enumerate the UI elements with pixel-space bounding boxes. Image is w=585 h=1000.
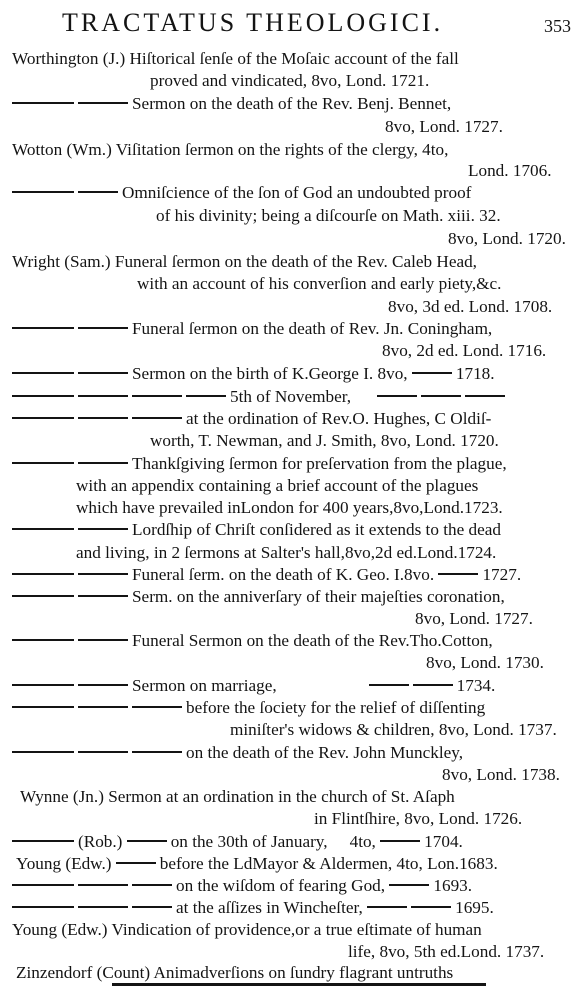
ditto-dash [12, 417, 74, 419]
entry-line: Sermon on marriage, 1734. [12, 675, 495, 697]
ditto-dash [12, 462, 74, 464]
entry-line: Sermon on the birth of K.George I. 8vo, 1718. [12, 363, 495, 385]
ditto-dash [78, 417, 128, 419]
entry-line: Worthington (J.) Hiſtorical ſenſe of the Moſaic account of the fall [12, 49, 459, 68]
ditto-dash [132, 417, 182, 419]
ditto-dash [380, 840, 420, 842]
ditto-dash [12, 327, 74, 329]
entry-line: Sermon on the death of the Rev. Benj. Bennet, [12, 93, 451, 115]
ditto-dash [12, 751, 74, 753]
ditto-dash [132, 706, 182, 708]
entry-line: at the aſſizes in Wincheſter, 1695. [12, 897, 494, 919]
ditto-dash [132, 395, 182, 397]
entry-line: of his divinity; being a diſcourſe on Math. xiii. 32. [156, 206, 501, 225]
entry-line: Wright (Sam.) Funeral ſermon on the death of the Rev. Caleb Head, [12, 252, 477, 271]
ditto-dash [389, 884, 429, 886]
entry-line: 8vo, 3d ed. Lond. 1708. [388, 297, 553, 316]
entry-line: 8vo, Lond. 1720. [448, 229, 566, 248]
entry-line: proved and vindicated, 8vo, Lond. 1721. [150, 71, 430, 90]
ditto-dash [377, 395, 417, 397]
ditto-dash [78, 884, 128, 886]
entry-line: Young (Edw.) before the LdMayor & Aldermen, 4to, Lon.1683. [16, 854, 498, 873]
entry-line: miniſter's widows & children, 8vo, Lond. 1737. [230, 720, 557, 739]
ditto-dash [132, 751, 182, 753]
entry-line: 8vo, 2d ed. Lond. 1716. [382, 341, 547, 360]
ditto-dash [127, 840, 167, 842]
ditto-dash [78, 372, 128, 374]
ditto-dash [12, 528, 74, 530]
entry-line: 5th of November, [12, 386, 509, 408]
ditto-dash [78, 327, 128, 329]
ditto-dash [12, 595, 74, 597]
entry-line: before the ſociety for the relief of diſſenting [12, 697, 485, 719]
ditto-dash [367, 906, 407, 908]
entry-line: on the death of the Rev. John Munckley, [12, 742, 463, 764]
ditto-dash [78, 102, 128, 104]
ditto-dash [78, 573, 128, 575]
entry-line: on the wiſdom of fearing God, 1693. [12, 875, 472, 897]
entry-line: at the ordination of Rev.O. Hughes, C Oldiſ- [12, 408, 491, 430]
entry-line: 8vo, Lond. 1727. [385, 117, 503, 136]
ditto-dash [186, 395, 226, 397]
page-number: 353 [544, 16, 571, 36]
entry-line: Young (Edw.) Vindication of providence,or a true eſtimate of human [12, 920, 482, 939]
entry-line: Funeral ſerm. on the death of K. Geo. I.8vo. 1727. [12, 564, 521, 586]
entry-line: 8vo, Lond. 1727. [415, 609, 533, 628]
entry-line: worth, T. Newman, and J. Smith, 8vo, Lond. 1720. [150, 431, 499, 450]
entry-line: 8vo, Lond. 1730. [426, 653, 544, 672]
ditto-dash [78, 751, 128, 753]
entry-line: Wotton (Wm.) Viſitation ſermon on the rights of the clergy, 4to, [12, 140, 449, 159]
ditto-dash [78, 684, 128, 686]
ditto-dash [12, 706, 74, 708]
ditto-dash [116, 862, 156, 864]
entry-line: Funeral Sermon on the death of the Rev.Tho.Cotton, [12, 630, 493, 652]
ditto-dash [132, 884, 172, 886]
entry-line: with an appendix containing a brief account of the plagues [76, 476, 479, 495]
ditto-dash [465, 395, 505, 397]
ditto-dash [412, 372, 452, 374]
ditto-dash [12, 884, 74, 886]
ditto-dash [78, 191, 118, 193]
ditto-dash [413, 684, 453, 686]
entry-line: (Rob.) on the 30th of January, 4to, 1704. [12, 831, 463, 853]
ditto-dash [132, 906, 172, 908]
entry-line: which have prevailed inLondon for 400 years,8vo,Lond.1723. [76, 498, 503, 517]
ditto-dash [78, 706, 128, 708]
page-rule [112, 983, 486, 986]
entry-line: Zinzendorf (Count) Animadverſions on ſundry flagrant untruths [16, 963, 454, 982]
running-title: TRACTATUS THEOLOGICI. [62, 8, 444, 37]
entry-line: Lond. 1706. [468, 161, 552, 180]
ditto-dash [12, 639, 74, 641]
ditto-dash [12, 684, 74, 686]
entry-line: in Flintſhire, 8vo, Lond. 1726. [314, 809, 523, 828]
ditto-dash [78, 595, 128, 597]
entry-line: and living, in 2 ſermons at Salter's hall,8vo,2d ed.Lond.1724. [76, 543, 497, 562]
entry-line: Lordſhip of Chriſt conſidered as it extends to the dead [12, 519, 501, 541]
ditto-dash [78, 395, 128, 397]
ditto-dash [78, 462, 128, 464]
ditto-dash [12, 840, 74, 842]
ditto-dash [12, 395, 74, 397]
ditto-dash [12, 102, 74, 104]
ditto-dash [78, 639, 128, 641]
ditto-dash [438, 573, 478, 575]
ditto-dash [78, 906, 128, 908]
entry-line: Funeral ſermon on the death of Rev. Jn. Coningham, [12, 318, 492, 340]
ditto-dash [369, 684, 409, 686]
entry-line: Omniſcience of the ſon of God an undoubted proof [12, 182, 471, 204]
ditto-dash [12, 906, 74, 908]
ditto-dash [12, 191, 74, 193]
entry-line: life, 8vo, 5th ed.Lond. 1737. [348, 942, 545, 961]
ditto-dash [12, 573, 74, 575]
entry-line: with an account of his converſion and early piety,&c. [137, 274, 502, 293]
entry-line: Wynne (Jn.) Sermon at an ordination in the church of St. Aſaph [20, 787, 455, 806]
entry-line: Serm. on the anniverſary of their majeſties coronation, [12, 586, 505, 608]
page-header [0, 6, 585, 40]
entry-line: 8vo, Lond. 1738. [442, 765, 560, 784]
ditto-dash [12, 372, 74, 374]
ditto-dash [78, 528, 128, 530]
ditto-dash [411, 906, 451, 908]
ditto-dash [421, 395, 461, 397]
entry-line: Thankſgiving ſermon for preſervation from the plague, [12, 453, 507, 475]
